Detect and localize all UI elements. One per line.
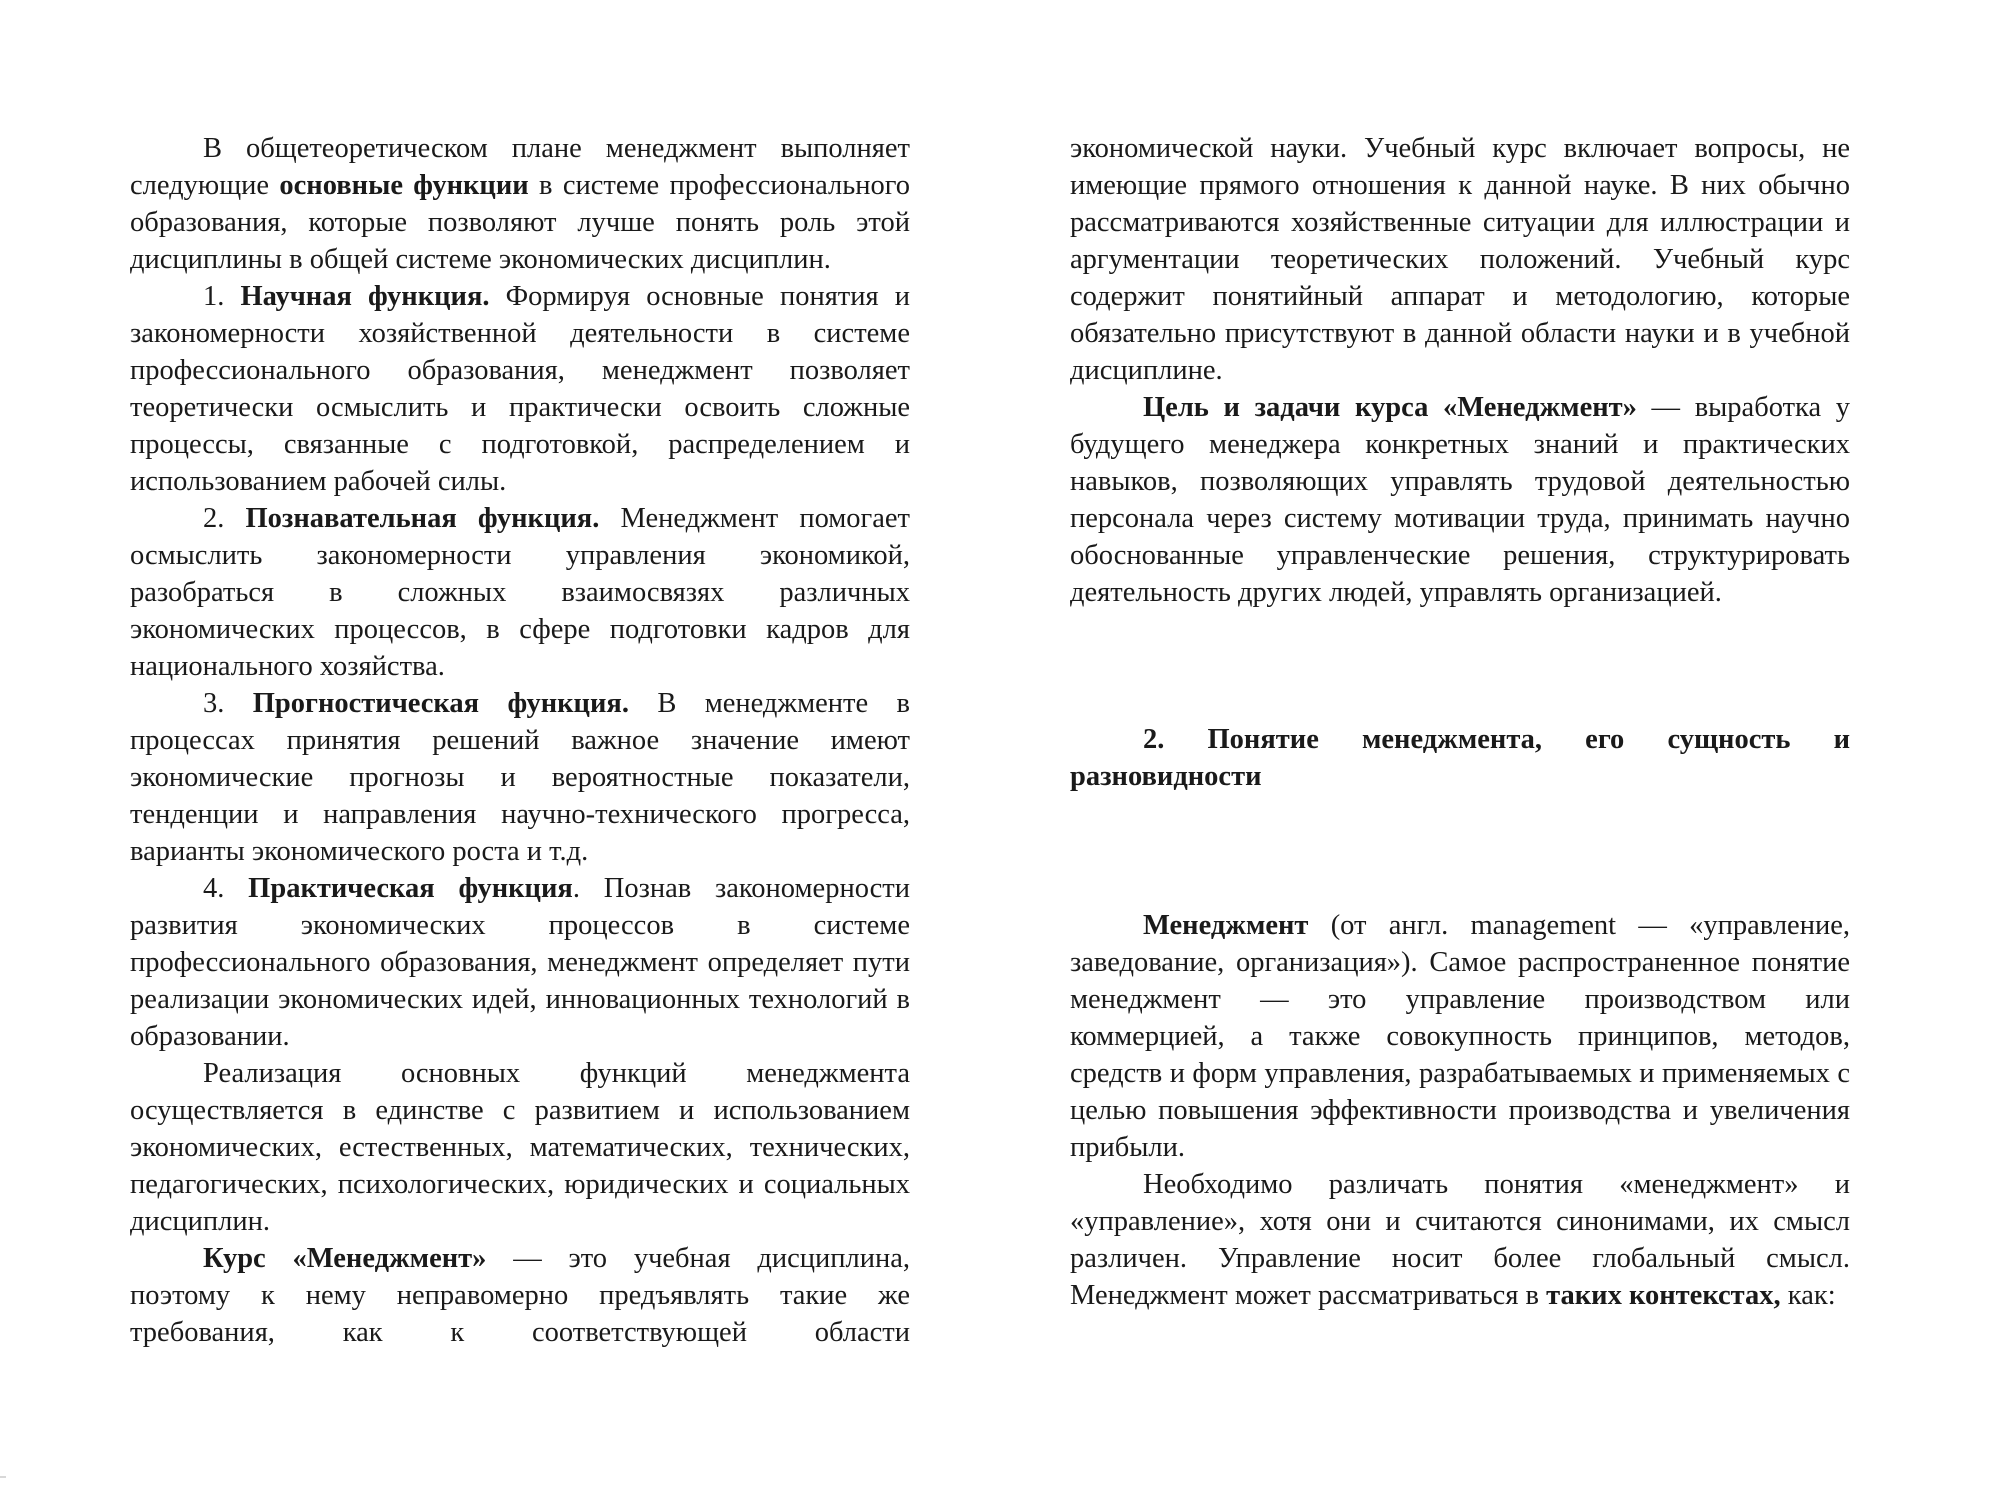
function-1-number: 1. — [203, 281, 241, 312]
function-4-title: Практическая функция — [248, 873, 573, 904]
goal-bold-term: Цель и задачи курса «Менеджмент» — [1143, 392, 1637, 423]
course-paragraph — [130, 1240, 910, 1351]
function-3-title: Прогностическая функция. — [252, 688, 629, 719]
intro-text-start: В общетеоретическом плане менеджмент выполняет следующие — [130, 133, 910, 201]
function-2-paragraph — [130, 500, 910, 685]
distinguish-text: Необходимо различать понятия «менеджмент» и «управление», хотя они и считаются синонимами, их смысл различен. Управление носит более глобальный смысл. Менеджмент может рассматриваться в — [1070, 1169, 1850, 1311]
function-2-text: Менеджмент помогает осмыслить закономерности управления экономикой, разобраться в сложных взаимосвязях различных экономических процессов, в сфере подготовки кадров для национального хозяйства. — [130, 503, 911, 682]
goal-text: — выработка у будущего менеджера конкретных знаний и практических навыков, позволяющих управлять трудовой деятельностью персонала через систему мотивации труда, принимать научно обоснованные управленческие решения, структурировать деятельность других людей, управлять организацией. — [1070, 392, 1850, 608]
continuation-paragraph: экономической науки. Учебный курс включает вопросы, не имеющие прямого отношения к данной науке. В них обычно рассматриваются хозяйственные ситуации для иллюстрации и аргументации теоретических положений. Учебный курс содержит понятийный аппарат и методологию, которые обязательно присутствуют в данной области науки и в учебной дисциплине. — [1070, 133, 1850, 386]
goal-paragraph — [1070, 389, 1850, 611]
function-1-paragraph — [130, 278, 910, 500]
intro-paragraph — [130, 130, 910, 278]
function-4-paragraph — [130, 870, 910, 1055]
function-2-number: 2. — [203, 503, 246, 534]
definition-paragraph — [1070, 907, 1850, 1166]
course-bold-term: Курс «Менеджмент» — [203, 1243, 487, 1274]
right-page — [1000, 0, 2000, 1508]
function-1-text: Формируя основные понятия и закономерности хозяйственной деятельности в системе профессионального образования, менеджмент позволяет теоретически осмыслить и практически освоить сложные процессы, связанные с подготовкой, распределением и использованием рабочей силы. — [130, 281, 911, 497]
realization-paragraph: Реализация основных функций менеджмента осуществляется в единстве с развитием и использованием экономических, естественных, математических, технических, педагогических, психологических, юридических и социальных дисциплин. — [130, 1058, 910, 1237]
function-3-paragraph — [130, 685, 910, 870]
intro-bold-term: основные функции — [279, 170, 529, 201]
right-page-text-column — [1070, 130, 1850, 1314]
distinguish-bold-term: таких контекстах, — [1546, 1280, 1781, 1311]
function-4-number: 4. — [203, 873, 249, 904]
function-3-text: В менеджменте в процессах принятия решений важное значение имеют экономические прогнозы и вероятностные показатели, тенденции и направления научно-технического прогресса, варианты экономического роста и т.д. — [130, 688, 910, 867]
distinguish-text-end: как: — [1780, 1280, 1836, 1311]
left-page-text-column — [130, 130, 910, 1351]
distinguish-paragraph — [1070, 1166, 1850, 1314]
definition-text: (от англ. management — «управление, заведование, организация»). Самое распространенное понятие менеджмент — это управление производством или коммерцией, а также совокупность принципов, методов, средств и форм управления, разрабатываемых и применяемых с целью повышения эффективности производства и увеличения прибыли. — [1070, 910, 1850, 1163]
scan-edge-mark — [0, 1476, 6, 1478]
function-3-number: 3. — [203, 688, 253, 719]
function-4-text: . Познав закономерности развития экономических процессов в системе профессионального образования, менеджмент определяет пути реализации экономических идей, инновационных технологий в образовании. — [130, 873, 911, 1052]
function-1-title: Научная функция. — [240, 281, 490, 312]
intro-text-end: в системе профессионального образования, которые позволяют лучше понять роль этой дисциплины в общей системе экономических дисциплин. — [130, 170, 910, 275]
course-text: — это учебная дисциплина, поэтому к нему неправомерно предъявлять такие же требования, как к соответствующей области — [130, 1243, 910, 1348]
section-heading: 2. Понятие менеджмента, его сущность и разновидности — [1070, 724, 1850, 792]
function-2-title: Познавательная функция. — [245, 503, 600, 534]
definition-bold-term: Менеджмент — [1143, 910, 1309, 941]
